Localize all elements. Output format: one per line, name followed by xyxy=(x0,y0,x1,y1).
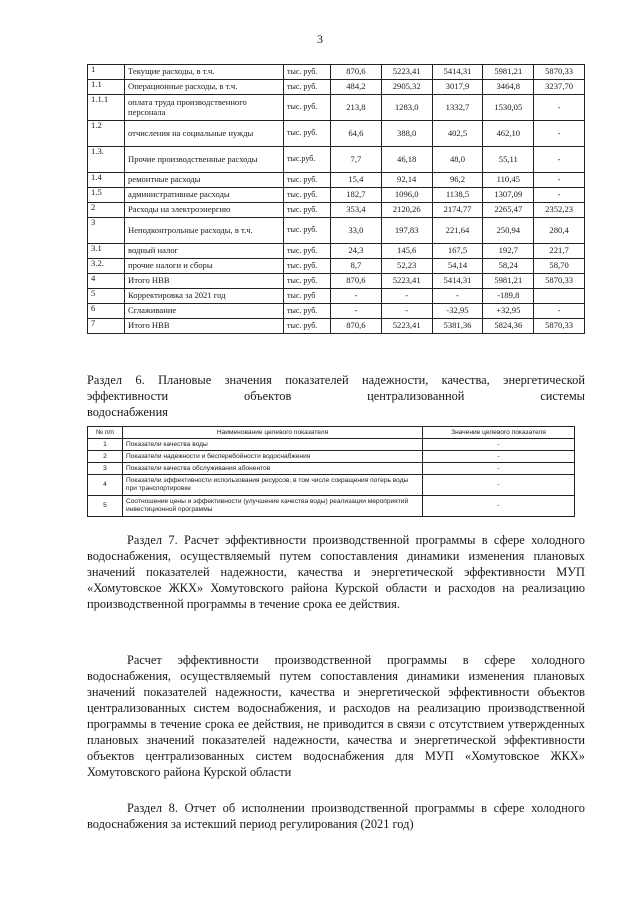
value-cell: 870,6 xyxy=(331,274,382,289)
expense-name: Итого НВВ xyxy=(125,274,284,289)
unit: тыс. руб. xyxy=(284,304,331,319)
value-cell: 15,4 xyxy=(331,173,382,188)
indicator-value: - xyxy=(423,496,575,517)
value-cell: 5981,21 xyxy=(483,274,534,289)
indicator-row xyxy=(88,463,575,475)
expense-name: административные расходы xyxy=(125,188,284,203)
value-cell: 870,6 xyxy=(331,319,382,334)
value-cell: 221,7 xyxy=(534,244,585,259)
value-cell: - xyxy=(381,304,432,319)
value-cell: 5870,33 xyxy=(534,274,585,289)
value-cell: - xyxy=(534,304,585,319)
value-cell: 55,11 xyxy=(483,147,534,173)
expense-name: прочие налоги и сборы xyxy=(125,259,284,274)
unit: тыс. руб. xyxy=(284,121,331,147)
unit: тыс. руб xyxy=(284,289,331,304)
row-number: 1.5 xyxy=(88,188,125,203)
indicator-value: - xyxy=(423,463,575,475)
value-cell: 7,7 xyxy=(331,147,382,173)
finance-row xyxy=(88,203,585,218)
expense-name: отчисления на социальные нужды xyxy=(125,121,284,147)
value-cell: 2265,47 xyxy=(483,203,534,218)
finance-row xyxy=(88,319,585,334)
row-number: 3.2. xyxy=(88,259,125,274)
indicator-row xyxy=(88,439,575,451)
value-cell: 462,10 xyxy=(483,121,534,147)
indicator-number: 4 xyxy=(88,475,123,496)
section-8-text: Раздел 8. Отчет об исполнении производственной программы в сфере холодного водоснабжения за истекший период регулирования (2021 год) xyxy=(87,801,585,831)
value-cell: 3237,70 xyxy=(534,80,585,95)
finance-row xyxy=(88,173,585,188)
row-number: 1.4 xyxy=(88,173,125,188)
row-number: 1.1 xyxy=(88,80,125,95)
calculation-paragraph xyxy=(87,652,585,780)
value-cell: 5414,31 xyxy=(432,274,483,289)
section-7-paragraph xyxy=(87,532,585,612)
expense-name: Расходы на электроэнергию xyxy=(125,203,284,218)
finance-row xyxy=(88,304,585,319)
indicator-number: 5 xyxy=(88,496,123,517)
value-cell: 353,4 xyxy=(331,203,382,218)
value-cell: 250,94 xyxy=(483,218,534,244)
value-cell: 2174,77 xyxy=(432,203,483,218)
value-cell: 5981,21 xyxy=(483,65,534,80)
value-cell: 58,70 xyxy=(534,259,585,274)
unit: тыс. руб. xyxy=(284,173,331,188)
unit: тыс. руб. xyxy=(284,203,331,218)
header-value: Значение целевого показателя xyxy=(423,427,575,439)
finance-row xyxy=(88,259,585,274)
value-cell: 2120,26 xyxy=(381,203,432,218)
header-num: № п/п xyxy=(88,427,123,439)
expense-name: Текущие расходы, в т.ч. xyxy=(125,65,284,80)
value-cell: 5870,33 xyxy=(534,319,585,334)
value-cell: 2905,32 xyxy=(381,80,432,95)
value-cell: 33,0 xyxy=(331,218,382,244)
value-cell: 1332,7 xyxy=(432,95,483,121)
finance-table xyxy=(87,64,585,334)
indicator-number: 2 xyxy=(88,451,123,463)
value-cell: - xyxy=(534,173,585,188)
indicator-name: Соотношение цены и эффективности (улучшение качества воды) реализации мероприятий инвестиционной программы xyxy=(123,496,423,517)
row-number: 1 xyxy=(88,65,125,80)
indicator-row xyxy=(88,475,575,496)
indicator-row xyxy=(88,496,575,517)
value-cell: 182,7 xyxy=(331,188,382,203)
finance-row xyxy=(88,147,585,173)
value-cell: 1096,0 xyxy=(381,188,432,203)
value-cell: 1307,09 xyxy=(483,188,534,203)
value-cell: 3017,9 xyxy=(432,80,483,95)
value-cell: 8,7 xyxy=(331,259,382,274)
value-cell: 58,24 xyxy=(483,259,534,274)
section-8-paragraph xyxy=(87,800,585,832)
value-cell: - xyxy=(432,289,483,304)
expense-name: оплата труда производственного персонала xyxy=(125,95,284,121)
value-cell: +32,95 xyxy=(483,304,534,319)
value-cell: 5381,36 xyxy=(432,319,483,334)
value-cell: 5414,31 xyxy=(432,65,483,80)
value-cell xyxy=(534,289,585,304)
unit: тыс. руб. xyxy=(284,218,331,244)
value-cell: 92,14 xyxy=(381,173,432,188)
indicator-name: Показатели надежности и бесперебойности водоснабжения xyxy=(123,451,423,463)
row-number: 4 xyxy=(88,274,125,289)
indicator-name: Показатели качества обслуживания абонентов xyxy=(123,463,423,475)
value-cell: - xyxy=(534,147,585,173)
expense-name: Сглаживание xyxy=(125,304,284,319)
value-cell: 5223,41 xyxy=(381,65,432,80)
row-number: 3.1 xyxy=(88,244,125,259)
value-cell: - xyxy=(534,121,585,147)
finance-row xyxy=(88,95,585,121)
page-number: 3 xyxy=(317,32,323,46)
row-number: 3 xyxy=(88,218,125,244)
value-cell: 5824,36 xyxy=(483,319,534,334)
indicator-value: - xyxy=(423,439,575,451)
value-cell: 52,23 xyxy=(381,259,432,274)
value-cell: 192,7 xyxy=(483,244,534,259)
value-cell: 1283,0 xyxy=(381,95,432,121)
unit: тыс.руб. xyxy=(284,147,331,173)
value-cell: 388,0 xyxy=(381,121,432,147)
unit: тыс. руб. xyxy=(284,319,331,334)
section-6-heading-line2: водоснабжения xyxy=(87,405,168,419)
unit: тыс. руб. xyxy=(284,188,331,203)
value-cell: 145,6 xyxy=(381,244,432,259)
finance-row xyxy=(88,274,585,289)
unit: тыс. руб. xyxy=(284,244,331,259)
value-cell: 5223,41 xyxy=(381,319,432,334)
value-cell: - xyxy=(331,304,382,319)
indicator-number: 3 xyxy=(88,463,123,475)
row-number: 2 xyxy=(88,203,125,218)
value-cell: 167,5 xyxy=(432,244,483,259)
value-cell: -189,8 xyxy=(483,289,534,304)
row-number: 1.3. xyxy=(88,147,125,173)
indicator-name: Показатели качества воды xyxy=(123,439,423,451)
section-7-text: Раздел 7. Расчет эффективности производственной программы в сфере холодного водоснабжения, осуществляемый путем сопоставления динамики изменения плановых значений показателей надежности, качества и энергетической эффективности МУП «Хомутовское ЖКХ» Хомутовского района Курской области и расходов на реализацию производственной программы в течение срока ее действия. xyxy=(87,533,585,611)
value-cell: 1138,5 xyxy=(432,188,483,203)
finance-row xyxy=(88,121,585,147)
finance-row xyxy=(88,80,585,95)
value-cell: 3464,8 xyxy=(483,80,534,95)
header-name: Наименование целевого показателя xyxy=(123,427,423,439)
value-cell: 213,8 xyxy=(331,95,382,121)
value-cell: 5223,41 xyxy=(381,274,432,289)
indicator-number: 1 xyxy=(88,439,123,451)
value-cell: - xyxy=(534,188,585,203)
indicator-row xyxy=(88,451,575,463)
indicator-name: Показатели эффективности использования ресурсов, в том числе сокращения потерь воды при транспортировке xyxy=(123,475,423,496)
unit: тыс. руб. xyxy=(284,65,331,80)
value-cell: - xyxy=(381,289,432,304)
value-cell: 96,2 xyxy=(432,173,483,188)
finance-row xyxy=(88,188,585,203)
row-number: 7 xyxy=(88,319,125,334)
finance-row xyxy=(88,65,585,80)
finance-row xyxy=(88,289,585,304)
indicators-table-header xyxy=(88,427,575,439)
expense-name: Корректировка за 2021 год xyxy=(125,289,284,304)
value-cell: 221,64 xyxy=(432,218,483,244)
expense-name: Операционные расходы, в т.ч. xyxy=(125,80,284,95)
section-6-heading-line1: Раздел 6. Плановые значения показателей надежности, качества, энергетической эффективности объектов централизованной системы xyxy=(87,373,585,403)
expense-name: Неподконтрольные расходы, в т.ч. xyxy=(125,218,284,244)
row-number: 1.1.1 xyxy=(88,95,125,121)
section-6-heading xyxy=(87,372,585,420)
expense-name: Прочие производственные расходы xyxy=(125,147,284,173)
calculation-text: Расчет эффективности производственной программы в сфере холодного водоснабжения, осуществляемый путем сопоставления динамики изменения плановых значений показателей надежности, качества и энергетической эффективности объектов централизованных систем водоснабжения, и расходов на реализацию производственной программы в течение срока ее действия, не приводится в связи с отсутствием утвержденных плановых значений показателей надежности, качества и энергетической эффективности объектов централизованных систем водоснабжения для МУП «Хомутовское ЖКХ» Хомутовского района Курской области xyxy=(87,653,585,779)
value-cell: 197,83 xyxy=(381,218,432,244)
finance-row xyxy=(88,244,585,259)
unit: тыс. руб. xyxy=(284,95,331,121)
value-cell: 110,45 xyxy=(483,173,534,188)
row-number: 6 xyxy=(88,304,125,319)
expense-name: водный налог xyxy=(125,244,284,259)
value-cell: 1530,05 xyxy=(483,95,534,121)
value-cell: 5870,33 xyxy=(534,65,585,80)
row-number: 1.2 xyxy=(88,121,125,147)
row-number: 5 xyxy=(88,289,125,304)
expense-name: ремонтные расходы xyxy=(125,173,284,188)
expense-name: Итого НВВ xyxy=(125,319,284,334)
unit: тыс. руб. xyxy=(284,259,331,274)
value-cell: - xyxy=(534,95,585,121)
indicator-value: - xyxy=(423,451,575,463)
value-cell: 870,6 xyxy=(331,65,382,80)
unit: тыс. руб. xyxy=(284,274,331,289)
value-cell: 48,0 xyxy=(432,147,483,173)
finance-row xyxy=(88,218,585,244)
value-cell: 2352,23 xyxy=(534,203,585,218)
value-cell: 484,2 xyxy=(331,80,382,95)
value-cell: -32,95 xyxy=(432,304,483,319)
value-cell: - xyxy=(331,289,382,304)
indicator-value: - xyxy=(423,475,575,496)
unit: тыс. руб. xyxy=(284,80,331,95)
value-cell: 46,18 xyxy=(381,147,432,173)
value-cell: 54,14 xyxy=(432,259,483,274)
value-cell: 64,6 xyxy=(331,121,382,147)
indicators-table xyxy=(87,426,575,517)
value-cell: 280,4 xyxy=(534,218,585,244)
value-cell: 24,3 xyxy=(331,244,382,259)
value-cell: 402,5 xyxy=(432,121,483,147)
